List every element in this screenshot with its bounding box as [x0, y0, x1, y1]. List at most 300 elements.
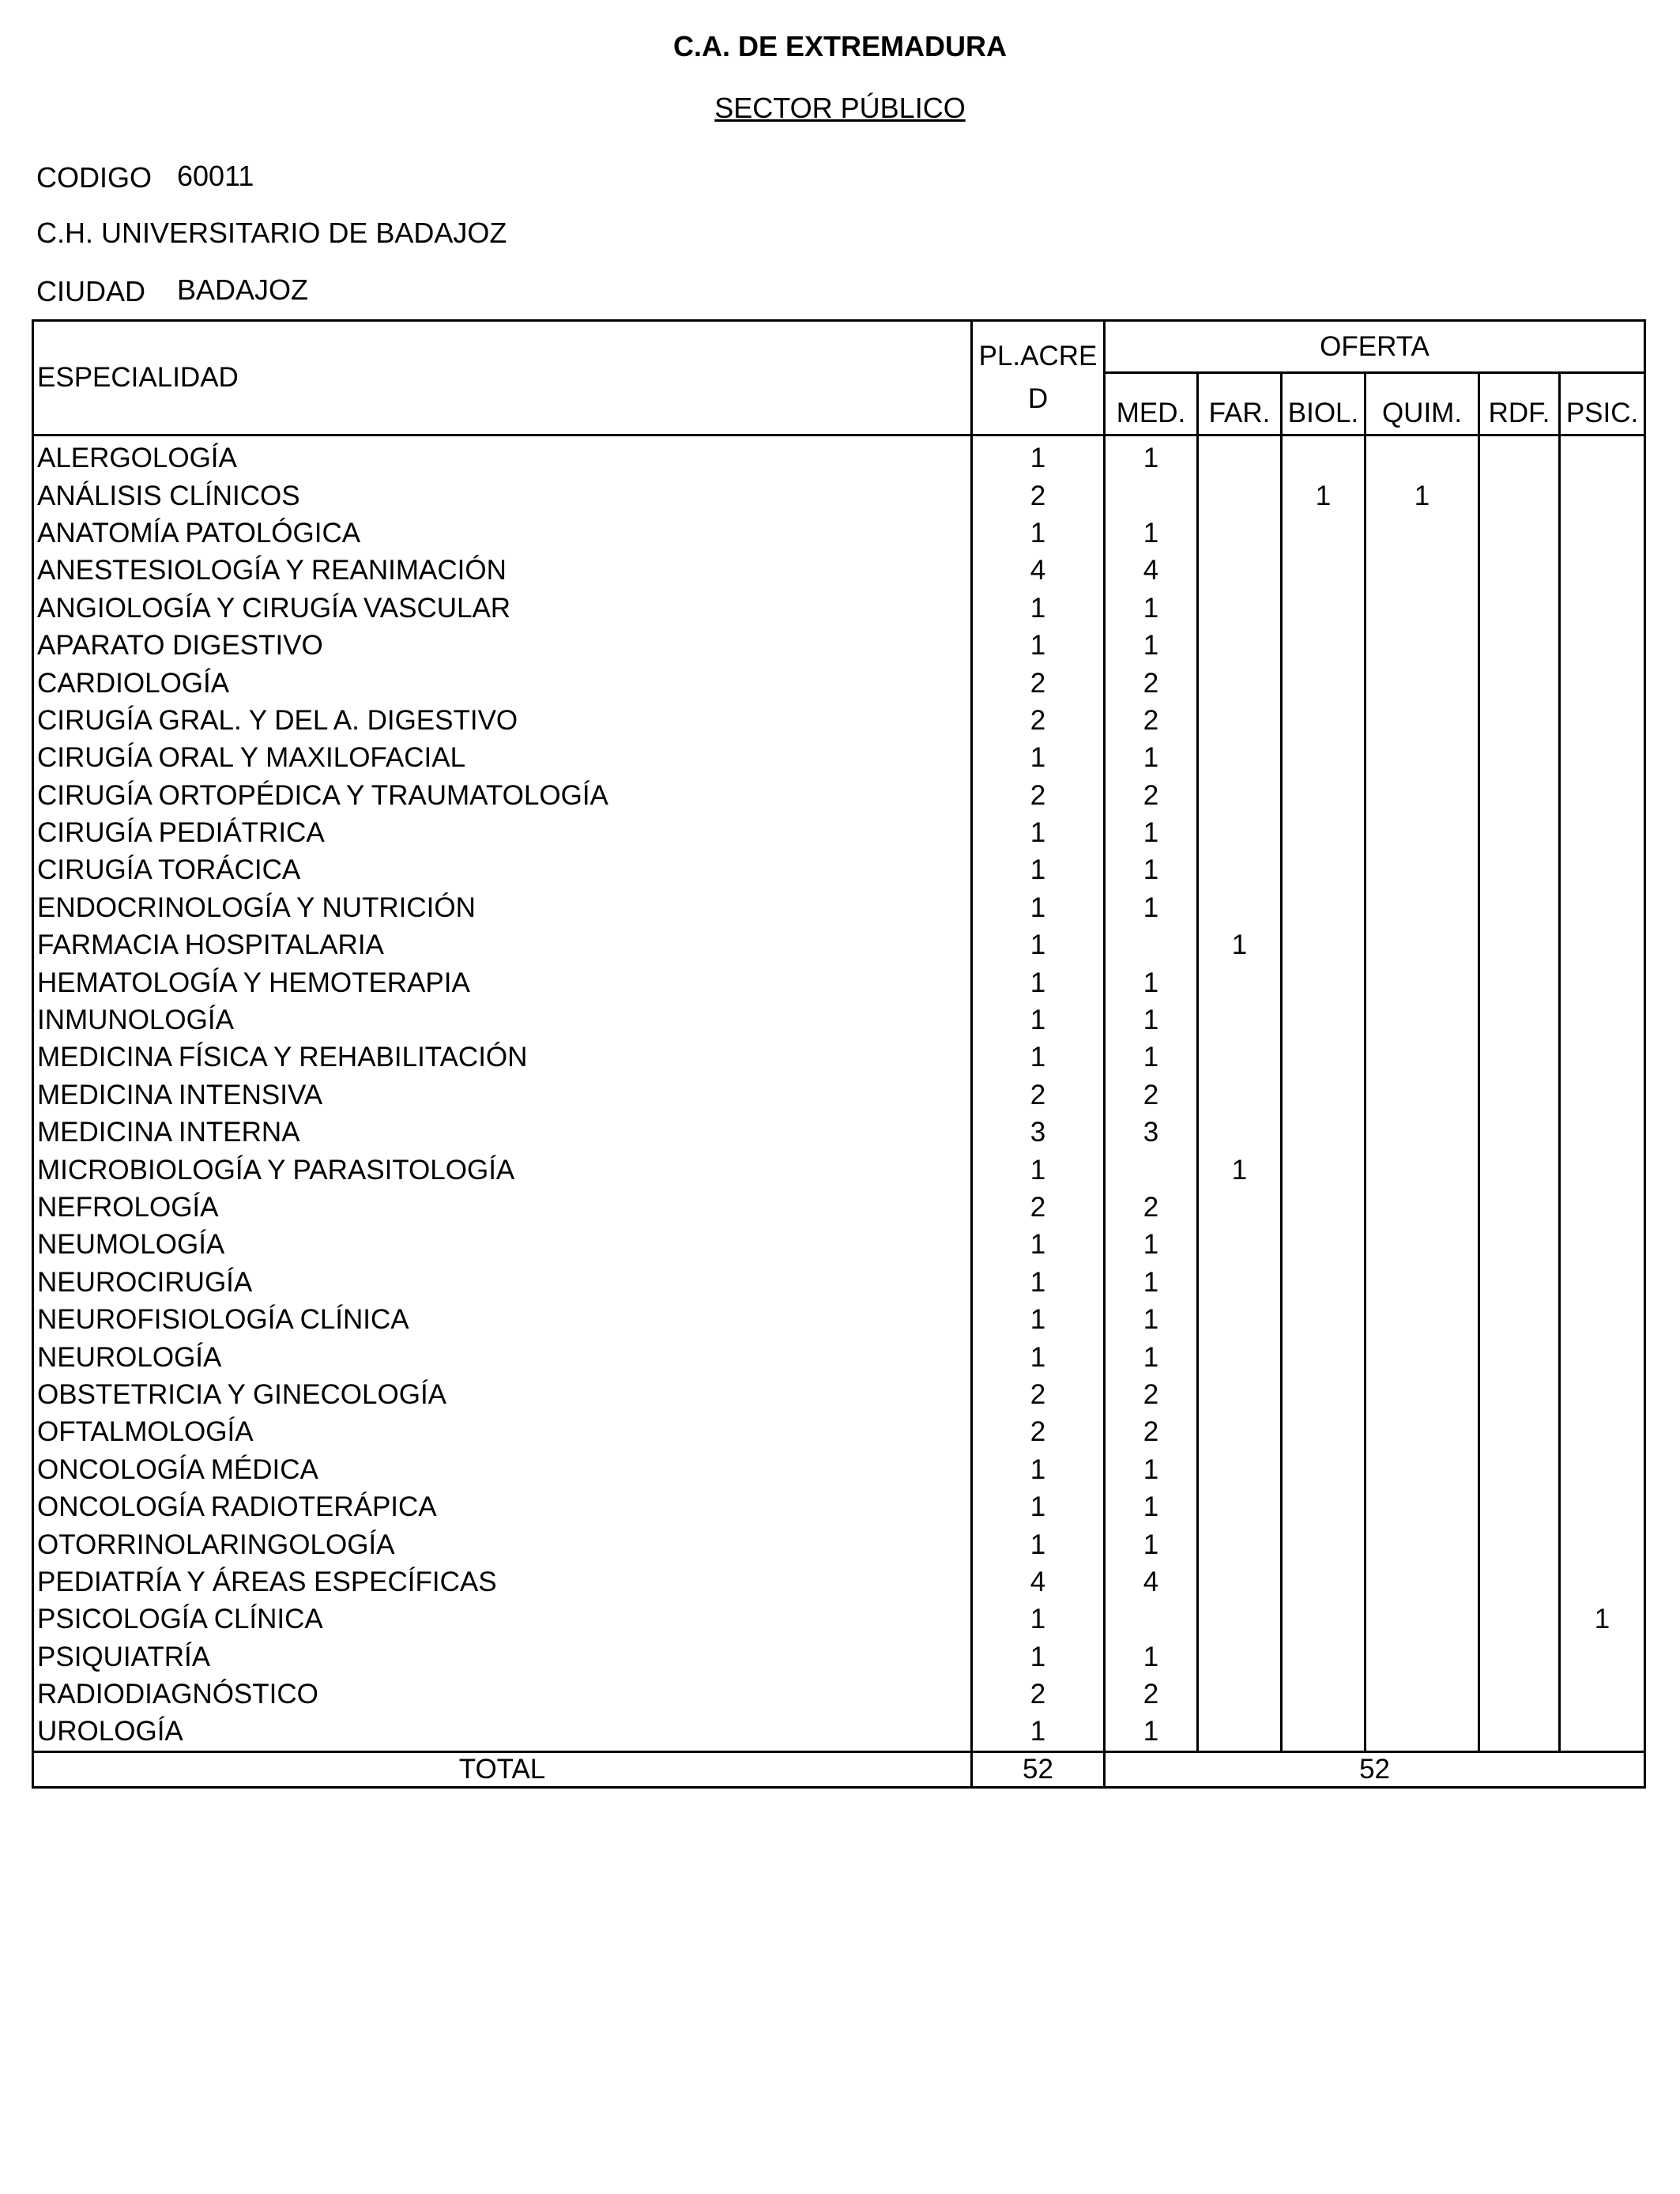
cell-quim — [1365, 627, 1479, 664]
cell-quim — [1365, 1376, 1479, 1413]
cell-far — [1198, 1376, 1282, 1413]
cell-placred: 1 — [972, 1600, 1105, 1638]
table-row — [33, 1264, 1645, 1301]
cell-psic — [1560, 1525, 1645, 1563]
cell-especialidad: CIRUGÍA ORAL Y MAXILOFACIAL — [33, 739, 972, 776]
cell-far — [1198, 1264, 1282, 1301]
cell-psic — [1560, 590, 1645, 627]
cell-quim — [1365, 1676, 1479, 1713]
cell-med: 1 — [1105, 1638, 1198, 1676]
cell-quim — [1365, 1226, 1479, 1263]
cell-psic — [1560, 963, 1645, 1001]
especialidades-table — [32, 319, 1646, 1789]
cell-especialidad: NEUROLOGÍA — [33, 1338, 972, 1375]
codigo-label: CODIGO — [36, 161, 153, 194]
cell-placred: 1 — [972, 963, 1105, 1001]
cell-biol — [1282, 1264, 1365, 1301]
cell-biol — [1282, 1376, 1365, 1413]
cell-biol: 1 — [1282, 477, 1365, 514]
cell-biol — [1282, 1563, 1365, 1600]
cell-especialidad: RADIODIAGNÓSTICO — [33, 1676, 972, 1713]
cell-quim — [1365, 926, 1479, 963]
cell-rdf — [1479, 739, 1560, 776]
cell-quim — [1365, 739, 1479, 776]
cell-placred: 1 — [972, 1488, 1105, 1525]
table-row — [33, 1039, 1645, 1076]
cell-rdf — [1479, 627, 1560, 664]
cell-med: 1 — [1105, 1488, 1198, 1525]
cell-rdf — [1479, 1600, 1560, 1638]
cell-especialidad: MICROBIOLOGÍA Y PARASITOLOGÍA — [33, 1151, 972, 1188]
cell-especialidad: CIRUGÍA TORÁCICA — [33, 851, 972, 888]
cell-psic — [1560, 515, 1645, 552]
cell-biol — [1282, 435, 1365, 477]
cell-biol — [1282, 590, 1365, 627]
cell-far — [1198, 664, 1282, 701]
cell-placred: 4 — [972, 552, 1105, 589]
cell-rdf — [1479, 1189, 1560, 1226]
cell-rdf — [1479, 1376, 1560, 1413]
cell-especialidad: HEMATOLOGÍA Y HEMOTERAPIA — [33, 963, 972, 1001]
cell-med: 1 — [1105, 1039, 1198, 1076]
cell-especialidad: PSIQUIATRÍA — [33, 1638, 972, 1676]
cell-med: 1 — [1105, 851, 1198, 888]
cell-rdf — [1479, 1525, 1560, 1563]
cell-psic — [1560, 1676, 1645, 1713]
cell-med: 1 — [1105, 590, 1198, 627]
cell-especialidad: CIRUGÍA GRAL. Y DEL A. DIGESTIVO — [33, 702, 972, 739]
cell-placred: 1 — [972, 627, 1105, 664]
total-label: TOTAL — [33, 1751, 972, 1787]
cell-far — [1198, 814, 1282, 851]
cell-med: 1 — [1105, 1301, 1198, 1338]
table-row — [33, 1413, 1645, 1450]
cell-far — [1198, 1600, 1282, 1638]
table-row — [33, 1638, 1645, 1676]
cell-med: 1 — [1105, 963, 1198, 1001]
cell-far — [1198, 1676, 1282, 1713]
cell-biol — [1282, 1114, 1365, 1151]
cell-psic — [1560, 1713, 1645, 1751]
table-row — [33, 739, 1645, 776]
cell-psic — [1560, 552, 1645, 589]
cell-med: 1 — [1105, 1338, 1198, 1375]
table-row — [33, 1338, 1645, 1375]
total-oferta: 52 — [1105, 1751, 1645, 1787]
cell-med: 2 — [1105, 777, 1198, 814]
cell-far — [1198, 702, 1282, 739]
cell-psic — [1560, 1488, 1645, 1525]
cell-biol — [1282, 1488, 1365, 1525]
cell-far — [1198, 435, 1282, 477]
cell-quim — [1365, 1413, 1479, 1450]
cell-especialidad: UROLOGÍA — [33, 1713, 972, 1751]
cell-psic — [1560, 627, 1645, 664]
table-row — [33, 1451, 1645, 1488]
cell-especialidad: FARMACIA HOSPITALARIA — [33, 926, 972, 963]
cell-quim — [1365, 777, 1479, 814]
cell-med: 1 — [1105, 814, 1198, 851]
cell-placred: 1 — [972, 1525, 1105, 1563]
cell-biol — [1282, 1451, 1365, 1488]
cell-med: 1 — [1105, 435, 1198, 477]
cell-placred: 1 — [972, 1338, 1105, 1375]
cell-far — [1198, 1076, 1282, 1114]
cell-quim — [1365, 1189, 1479, 1226]
cell-med: 1 — [1105, 1226, 1198, 1263]
cell-med — [1105, 477, 1198, 514]
cell-placred: 3 — [972, 1114, 1105, 1151]
cell-placred: 1 — [972, 1151, 1105, 1188]
cell-quim — [1365, 1001, 1479, 1039]
cell-especialidad: NEUROFISIOLOGÍA CLÍNICA — [33, 1301, 972, 1338]
cell-especialidad: ENDOCRINOLOGÍA Y NUTRICIÓN — [33, 889, 972, 926]
ciudad-label: CIUDAD — [36, 275, 146, 307]
cell-rdf — [1479, 1226, 1560, 1263]
cell-psic — [1560, 1338, 1645, 1375]
cell-biol — [1282, 1001, 1365, 1039]
cell-quim — [1365, 1151, 1479, 1188]
cell-far — [1198, 1114, 1282, 1151]
cell-rdf — [1479, 1001, 1560, 1039]
cell-especialidad: INMUNOLOGÍA — [33, 1001, 972, 1039]
cell-far — [1198, 851, 1282, 888]
cell-far — [1198, 1563, 1282, 1600]
cell-med: 1 — [1105, 627, 1198, 664]
cell-psic — [1560, 1114, 1645, 1151]
cell-med: 1 — [1105, 1451, 1198, 1488]
cell-placred: 1 — [972, 1301, 1105, 1338]
table-row — [33, 664, 1645, 701]
table-row — [33, 851, 1645, 888]
cell-quim — [1365, 1039, 1479, 1076]
table-row — [33, 1226, 1645, 1263]
cell-med: 2 — [1105, 1413, 1198, 1450]
cell-psic: 1 — [1560, 1600, 1645, 1638]
cell-quim — [1365, 1525, 1479, 1563]
cell-rdf — [1479, 1264, 1560, 1301]
cell-psic — [1560, 1376, 1645, 1413]
cell-especialidad: PSICOLOGÍA CLÍNICA — [33, 1600, 972, 1638]
cell-med: 2 — [1105, 664, 1198, 701]
cell-psic — [1560, 814, 1645, 851]
cell-especialidad: ANÁLISIS CLÍNICOS — [33, 477, 972, 514]
total-placred: 52 — [972, 1751, 1105, 1787]
cell-med: 1 — [1105, 1525, 1198, 1563]
cell-especialidad: ONCOLOGÍA RADIOTERÁPICA — [33, 1488, 972, 1525]
cell-far — [1198, 1451, 1282, 1488]
cell-rdf — [1479, 1301, 1560, 1338]
cell-psic — [1560, 1563, 1645, 1600]
cell-biol — [1282, 1600, 1365, 1638]
cell-especialidad: ANESTESIOLOGÍA Y REANIMACIÓN — [33, 552, 972, 589]
cell-biol — [1282, 926, 1365, 963]
cell-psic — [1560, 926, 1645, 963]
cell-psic — [1560, 777, 1645, 814]
cell-far — [1198, 1301, 1282, 1338]
cell-rdf — [1479, 702, 1560, 739]
total-row — [33, 1751, 1645, 1787]
cell-placred: 2 — [972, 1676, 1105, 1713]
table-row — [33, 1114, 1645, 1151]
cell-especialidad: NEUMOLOGÍA — [33, 1226, 972, 1263]
cell-psic — [1560, 1226, 1645, 1263]
cell-biol — [1282, 664, 1365, 701]
cell-quim — [1365, 1488, 1479, 1525]
cell-quim — [1365, 552, 1479, 589]
table-row — [33, 963, 1645, 1001]
cell-psic — [1560, 1039, 1645, 1076]
cell-psic — [1560, 889, 1645, 926]
cell-quim — [1365, 851, 1479, 888]
table-row — [33, 627, 1645, 664]
table-row — [33, 515, 1645, 552]
cell-med: 3 — [1105, 1114, 1198, 1151]
cell-far — [1198, 477, 1282, 514]
cell-med: 4 — [1105, 1563, 1198, 1600]
cell-med: 1 — [1105, 739, 1198, 776]
cell-placred: 1 — [972, 1451, 1105, 1488]
cell-quim — [1365, 702, 1479, 739]
header-med: MED. — [1105, 373, 1198, 435]
table-row — [33, 1151, 1645, 1188]
table-row — [33, 1713, 1645, 1751]
cell-quim — [1365, 1338, 1479, 1375]
cell-far — [1198, 1638, 1282, 1676]
cell-med: 2 — [1105, 702, 1198, 739]
cell-placred: 1 — [972, 1638, 1105, 1676]
cell-rdf — [1479, 1076, 1560, 1114]
cell-biol — [1282, 889, 1365, 926]
document-title: C.A. DE EXTREMADURA — [672, 30, 1007, 62]
cell-quim — [1365, 1713, 1479, 1751]
cell-psic — [1560, 1076, 1645, 1114]
table-row — [33, 1525, 1645, 1563]
cell-biol — [1282, 1525, 1365, 1563]
cell-especialidad: MEDICINA INTENSIVA — [33, 1076, 972, 1114]
header-rdf: RDF. — [1479, 373, 1560, 435]
cell-quim — [1365, 1076, 1479, 1114]
cell-quim: 1 — [1365, 477, 1479, 514]
cell-far — [1198, 552, 1282, 589]
cell-rdf — [1479, 1638, 1560, 1676]
cell-quim — [1365, 889, 1479, 926]
header-psic: PSIC. — [1560, 373, 1645, 435]
table-row — [33, 889, 1645, 926]
cell-far — [1198, 1338, 1282, 1375]
cell-med: 1 — [1105, 1001, 1198, 1039]
cell-psic — [1560, 1151, 1645, 1188]
table-row — [33, 1676, 1645, 1713]
cell-med: 2 — [1105, 1076, 1198, 1114]
cell-rdf — [1479, 1488, 1560, 1525]
cell-especialidad: CIRUGÍA ORTOPÉDICA Y TRAUMATOLOGÍA — [33, 777, 972, 814]
cell-especialidad: ANGIOLOGÍA Y CIRUGÍA VASCULAR — [33, 590, 972, 627]
cell-far — [1198, 627, 1282, 664]
codigo-value: 60011 — [177, 160, 254, 192]
cell-psic — [1560, 1451, 1645, 1488]
header-placred-line2: D — [1027, 383, 1049, 414]
cell-rdf — [1479, 814, 1560, 851]
cell-biol — [1282, 1151, 1365, 1188]
cell-quim — [1365, 1638, 1479, 1676]
cell-psic — [1560, 1001, 1645, 1039]
cell-biol — [1282, 1076, 1365, 1114]
cell-rdf — [1479, 851, 1560, 888]
cell-especialidad: OFTALMOLOGÍA — [33, 1413, 972, 1450]
cell-rdf — [1479, 1114, 1560, 1151]
table-row — [33, 590, 1645, 627]
cell-placred: 2 — [972, 777, 1105, 814]
cell-biol — [1282, 777, 1365, 814]
cell-psic — [1560, 702, 1645, 739]
cell-especialidad: PEDIATRÍA Y ÁREAS ESPECÍFICAS — [33, 1563, 972, 1600]
cell-quim — [1365, 1264, 1479, 1301]
cell-psic — [1560, 1638, 1645, 1676]
cell-placred: 1 — [972, 1039, 1105, 1076]
table-row — [33, 1563, 1645, 1600]
cell-biol — [1282, 851, 1365, 888]
cell-especialidad: CIRUGÍA PEDIÁTRICA — [33, 814, 972, 851]
cell-far — [1198, 590, 1282, 627]
cell-med: 1 — [1105, 515, 1198, 552]
cell-far — [1198, 739, 1282, 776]
cell-especialidad: NEUROCIRUGÍA — [33, 1264, 972, 1301]
cell-placred: 1 — [972, 515, 1105, 552]
cell-far — [1198, 963, 1282, 1001]
cell-far — [1198, 1039, 1282, 1076]
cell-quim — [1365, 1563, 1479, 1600]
cell-biol — [1282, 1226, 1365, 1263]
cell-rdf — [1479, 777, 1560, 814]
cell-placred: 1 — [972, 926, 1105, 963]
cell-rdf — [1479, 1676, 1560, 1713]
header-quim: QUIM. — [1365, 373, 1479, 435]
table-row — [33, 926, 1645, 963]
cell-rdf — [1479, 1151, 1560, 1188]
cell-biol — [1282, 1676, 1365, 1713]
table-row — [33, 1488, 1645, 1525]
cell-psic — [1560, 739, 1645, 776]
table-body — [33, 435, 1645, 1752]
cell-especialidad: OBSTETRICIA Y GINECOLOGÍA — [33, 1376, 972, 1413]
table-row — [33, 1189, 1645, 1226]
table-row — [33, 1600, 1645, 1638]
cell-far — [1198, 1189, 1282, 1226]
cell-biol — [1282, 515, 1365, 552]
cell-quim — [1365, 1114, 1479, 1151]
cell-rdf — [1479, 1413, 1560, 1450]
cell-quim — [1365, 590, 1479, 627]
cell-biol — [1282, 814, 1365, 851]
cell-rdf — [1479, 1338, 1560, 1375]
cell-med: 1 — [1105, 1264, 1198, 1301]
cell-biol — [1282, 1413, 1365, 1450]
header-biol: BIOL. — [1282, 373, 1365, 435]
cell-med: 1 — [1105, 1713, 1198, 1751]
table-row — [33, 1076, 1645, 1114]
cell-quim — [1365, 1301, 1479, 1338]
document-subtitle: SECTOR PÚBLICO — [714, 92, 966, 124]
cell-placred: 4 — [972, 1563, 1105, 1600]
centro-name: C.H. UNIVERSITARIO DE BADAJOZ — [36, 217, 507, 249]
cell-med: 2 — [1105, 1189, 1198, 1226]
cell-placred: 2 — [972, 477, 1105, 514]
cell-far — [1198, 1488, 1282, 1525]
cell-med: 2 — [1105, 1376, 1198, 1413]
cell-rdf — [1479, 477, 1560, 514]
cell-biol — [1282, 739, 1365, 776]
cell-biol — [1282, 963, 1365, 1001]
cell-rdf — [1479, 590, 1560, 627]
cell-rdf — [1479, 435, 1560, 477]
cell-far — [1198, 1226, 1282, 1263]
cell-far — [1198, 1413, 1282, 1450]
cell-biol — [1282, 1638, 1365, 1676]
table-row — [33, 814, 1645, 851]
cell-med: 4 — [1105, 552, 1198, 589]
cell-quim — [1365, 1451, 1479, 1488]
header-far: FAR. — [1198, 373, 1282, 435]
table-row — [33, 777, 1645, 814]
table-row — [33, 552, 1645, 589]
cell-med — [1105, 1151, 1198, 1188]
cell-psic — [1560, 1301, 1645, 1338]
cell-far — [1198, 1001, 1282, 1039]
cell-rdf — [1479, 926, 1560, 963]
cell-psic — [1560, 1189, 1645, 1226]
cell-especialidad: ONCOLOGÍA MÉDICA — [33, 1451, 972, 1488]
cell-rdf — [1479, 515, 1560, 552]
cell-rdf — [1479, 1563, 1560, 1600]
cell-rdf — [1479, 664, 1560, 701]
cell-placred: 1 — [972, 814, 1105, 851]
cell-biol — [1282, 1039, 1365, 1076]
cell-especialidad: ALERGOLOGÍA — [33, 435, 972, 477]
cell-quim — [1365, 435, 1479, 477]
cell-quim — [1365, 515, 1479, 552]
cell-especialidad: NEFROLOGÍA — [33, 1189, 972, 1226]
cell-psic — [1560, 1264, 1645, 1301]
cell-rdf — [1479, 889, 1560, 926]
cell-placred: 1 — [972, 1264, 1105, 1301]
cell-rdf — [1479, 1039, 1560, 1076]
cell-rdf — [1479, 1451, 1560, 1488]
table-row — [33, 1001, 1645, 1039]
table-row — [33, 1376, 1645, 1413]
header-placred-line1: PL.ACRE — [978, 341, 1098, 371]
cell-rdf — [1479, 963, 1560, 1001]
cell-med: 1 — [1105, 889, 1198, 926]
cell-biol — [1282, 1713, 1365, 1751]
cell-rdf — [1479, 552, 1560, 589]
cell-placred: 1 — [972, 739, 1105, 776]
cell-placred: 1 — [972, 435, 1105, 477]
cell-placred: 2 — [972, 1376, 1105, 1413]
cell-biol — [1282, 702, 1365, 739]
cell-quim — [1365, 664, 1479, 701]
cell-biol — [1282, 1338, 1365, 1375]
table-row — [33, 435, 1645, 477]
cell-far — [1198, 777, 1282, 814]
cell-placred: 1 — [972, 1713, 1105, 1751]
cell-psic — [1560, 1413, 1645, 1450]
cell-placred: 1 — [972, 851, 1105, 888]
cell-especialidad: ANATOMÍA PATOLÓGICA — [33, 515, 972, 552]
cell-placred: 1 — [972, 889, 1105, 926]
cell-placred: 1 — [972, 1001, 1105, 1039]
cell-biol — [1282, 627, 1365, 664]
